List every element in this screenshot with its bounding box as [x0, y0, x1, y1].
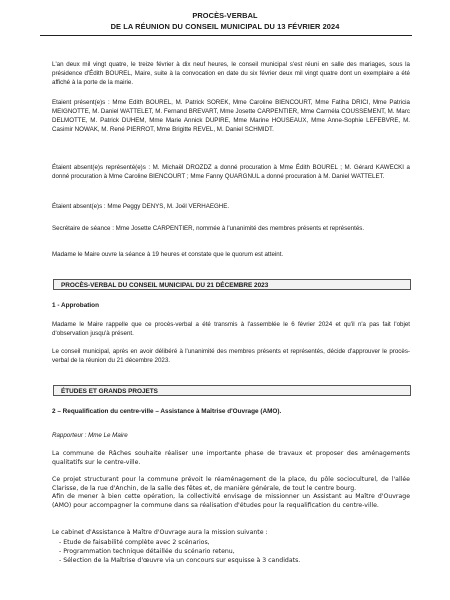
absent-represented-members: Étaient absent(e)s représenté(e)s : M. Michaël DROZDZ a donné procuration à Mme Édith BOUREL ; M. Gérard KAWECKI a donné procuration à Mme Caroline BIENCOURT ; Mme Fanny QUARGNUL a donné procuration à M. Daniel WATTELET. [52, 164, 410, 181]
section-heading-projects: ÉTUDES ET GRANDS PROJETS [53, 385, 411, 396]
item-requalification-title: 2 – Requalification du centre-ville – Assistance à Maîtrise d'Ouvrage (AMO). [52, 408, 282, 415]
mission-item: - Sélection de la Maîtrise d'œuvre via un concours sur esquisse à 3 candidats. [59, 557, 301, 564]
section-heading-pv: PROCÈS-VERBAL DU CONSEIL MUNICIPAL DU 21 DÉCEMBRE 2023 [53, 279, 411, 290]
project-paragraph-2: Ce projet structurant pour la commune prévoit le réaménagement de la place, du pôle socioculturel, de l'allée Clarisse, de la rue d'Anchin, de la salle des fêtes et, de manière générale, de tout le centre bourg. [52, 476, 410, 493]
secretary-paragraph: Secrétaire de séance : Mme Josette CARPENTIER, nommée à l'unanimité des membres présents et représentés. [52, 225, 365, 232]
mission-item: - Etude de faisabilité complète avec 2 scénarios, [59, 539, 210, 546]
present-members: Etaient présent(e)s : Mme Edith BOUREL, M. Patrick SOREK, Mme Caroline BIENCOURT, Mme Fatiha DRICI, Mme Patricia MEIGNOTTE, M. Daniel WATTELET, M. Fernand BREVART, Mme Josette CARPENTIER, Mme Carméla COUSSEMENT, M. Marc DELMOTTE, M. Patrick DUHEM, Mme Marie Annick DUPIRE, Mme Marine HOUSEAUX, Mme Anne-Sophie LEFEBVRE, M. Casimir NOWAK, M. René PIERROT, Mme Brigitte REVEL, M. Daniel SCHMIDT. [52, 99, 410, 134]
mission-intro: Le cabinet d'Assistance à Maître d'Ouvrage aura la mission suivante : [52, 529, 268, 536]
approbation-paragraph-1: Madame le Maire rappelle que ce procès-verbal a été transmis à l'assemblée le 6 février 2024 et qu'il n'a pas fait l'objet d'observation jusqu'à présent. [52, 321, 410, 338]
document-title: PROCÈS-VERBAL [192, 11, 258, 20]
title-divider [40, 35, 412, 36]
project-paragraph-3: Afin de mener à bien cette opération, la collectivité envisage de missionner un Assistant au Maître d'Ouvrage (AMO) pour accompagner la commune dans sa réalisation d'études pour la requalification du centre-ville. [52, 493, 410, 510]
opening-paragraph: Madame le Maire ouvre la séance à 19 heures et constate que le quorum est atteint. [52, 251, 284, 258]
mission-list [52, 538, 410, 565]
absent-members: Étaient absent(e)s : Mme Peggy DENYS, M. Joël VERHAEGHE. [52, 203, 230, 210]
rapporteur-line: Rapporteur : Mme Le Maire [52, 432, 128, 439]
project-paragraph-1: La commune de Râches souhaite réaliser une importante phase de travaux et proposer des aménagements qualitatifs sur le centre-ville. [52, 450, 410, 467]
approbation-paragraph-2: Le conseil municipal, après en avoir délibéré à l'unanimité des membres présents et représentés, décide d'approuver le procès-verbal de la réunion du 21 décembre 2023. [52, 348, 410, 365]
intro-paragraph: L'an deux mil vingt quatre, le treize février à dix neuf heures, le conseil municipal s'est réuni en salle des mariages, sous la présidence d'Édith BOUREL, Maire, suite à la convocation en date du six février deux mil vingt quatre dont un exemplaire a été affiché à la porte de la mairie. [52, 61, 410, 87]
item-approbation-title: 1 - Approbation [52, 302, 99, 309]
document-subtitle: DE LA RÉUNION DU CONSEIL MUNICIPAL DU 13 FÉVRIER 2024 [110, 21, 340, 31]
mission-item: - Programmation technique détaillée du scénario retenu, [59, 548, 235, 555]
